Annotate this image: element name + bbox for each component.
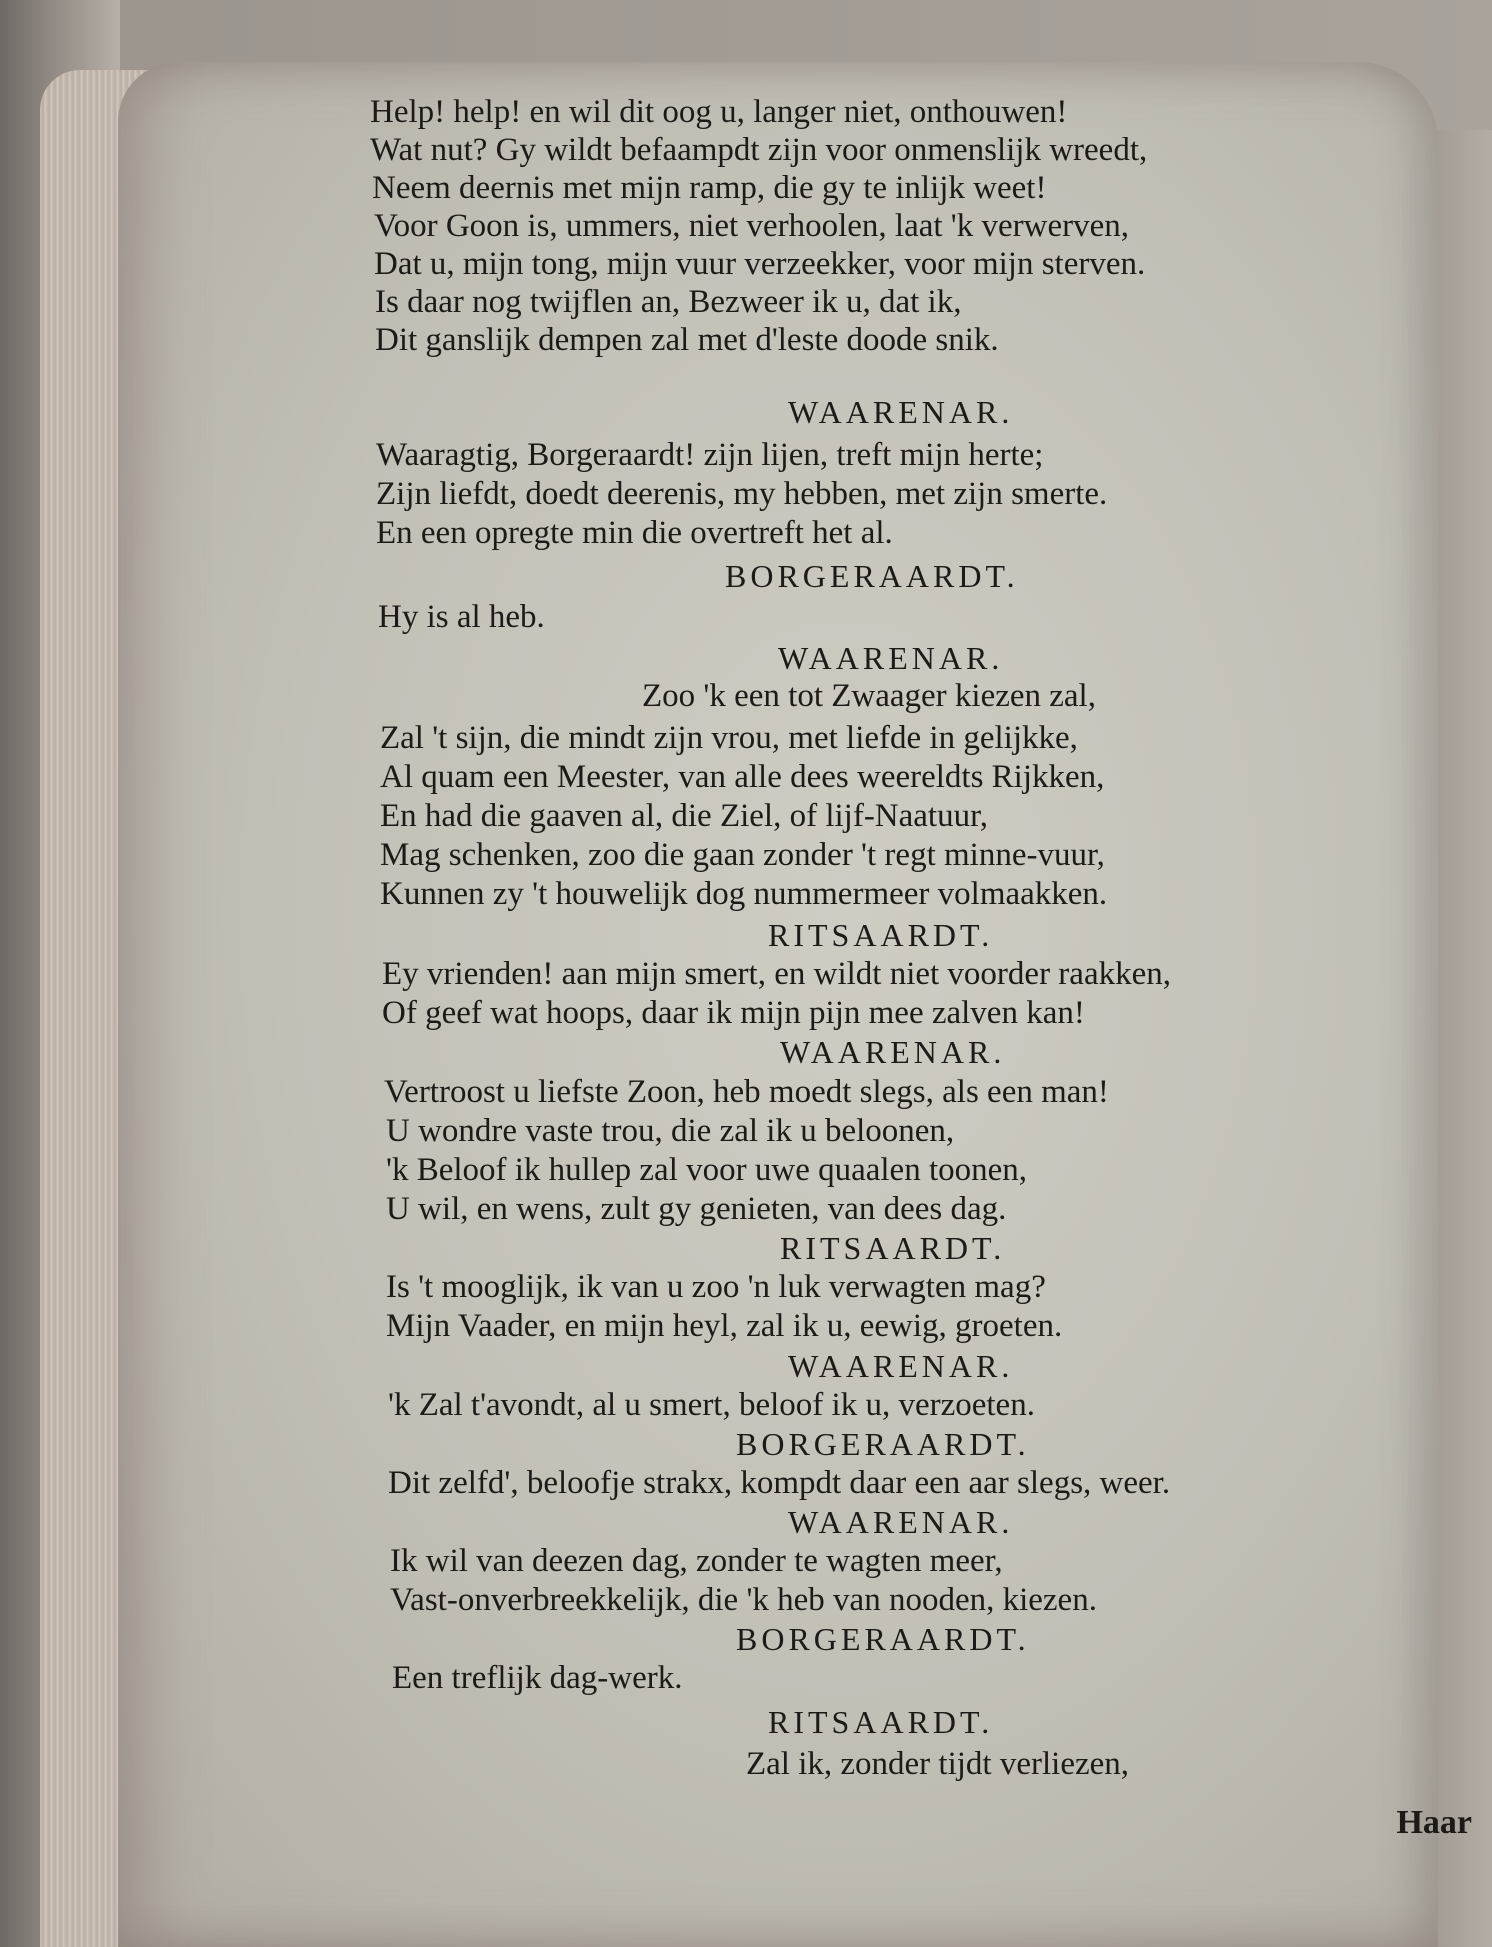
verse-line: Vertroost u liefste Zoon, heb moedt slegs, als een man! xyxy=(384,1074,1109,1110)
verse-line: Of geef wat hoops, daar ik mijn pijn mee zalven kan! xyxy=(382,995,1085,1031)
verse-line: Kunnen zy 't houwelijk dog nummermeer volmaakken. xyxy=(380,876,1108,912)
verse-line: Al quam een Meester, van alle dees weereldts Rijkken, xyxy=(380,759,1105,795)
verse-line: U wondre vaste trou, die zal ik u beloonen, xyxy=(386,1113,955,1149)
speaker-heading: RITSAARDT. xyxy=(768,917,994,953)
speaker-heading: BORGERAARDT. xyxy=(725,558,1019,594)
verse-line: Help! help! en wil dit oog u, langer niet, onthouwen! xyxy=(370,94,1068,130)
verse-line: Neem deernis met mijn ramp, die gy te inlijk weet! xyxy=(372,170,1047,206)
verse-line: U wil, en wens, zult gy genieten, van dees dag. xyxy=(386,1191,1007,1227)
speaker-heading: WAARENAR. xyxy=(788,1504,1014,1540)
verse-line: Hy is al heb. xyxy=(378,599,545,635)
verse-line: En had die gaaven al, die Ziel, of lijf-Naatuur, xyxy=(380,798,989,834)
verse-line: 'k Zal t'avondt, al u smert, beloof ik u, verzoeten. xyxy=(388,1387,1035,1423)
speaker-heading: WAARENAR. xyxy=(788,1348,1014,1384)
verse-line: Zoo 'k een tot Zwaager kiezen zal, xyxy=(642,678,1096,714)
speaker-heading: RITSAARDT. xyxy=(780,1230,1006,1266)
verse-line: Wat nut? Gy wildt befaampdt zijn voor onmenslijk wreedt, xyxy=(370,132,1148,168)
speaker-heading: RITSAARDT. xyxy=(768,1704,994,1740)
verse-line: Dat u, mijn tong, mijn vuur verzeekker, voor mijn sterven. xyxy=(374,246,1146,282)
verse-line: En een opregte min die overtreft het al. xyxy=(376,515,893,551)
verse-line: Is daar nog twijflen an, Bezweer ik u, dat ik, xyxy=(375,284,962,320)
speaker-heading: WAARENAR. xyxy=(780,1034,1006,1070)
speaker-heading: BORGERAARDT. xyxy=(736,1621,1030,1657)
verse-line: Ik wil van deezen dag, zonder te wagten meer, xyxy=(390,1543,1003,1579)
verse-line: Dit ganslijk dempen zal met d'leste doode snik. xyxy=(375,322,999,358)
verse-line: Mijn Vaader, en mijn heyl, zal ik u, eewig, groeten. xyxy=(386,1308,1063,1344)
verse-line: Zijn liefdt, doedt deerenis, my hebben, met zijn smerte. xyxy=(376,476,1108,512)
verse-line: Vast-onverbreekkelijk, die 'k heb van nooden, kiezen. xyxy=(390,1582,1097,1618)
speaker-heading: BORGERAARDT. xyxy=(736,1426,1030,1462)
verse-line: Is 't mooglijk, ik van u zoo 'n luk verwagten mag? xyxy=(386,1269,1046,1305)
speaker-heading: WAARENAR. xyxy=(788,394,1014,430)
catchword: Haar xyxy=(1396,1804,1472,1841)
verse-line: Zal 't sijn, die mindt zijn vrou, met liefde in gelijkke, xyxy=(380,720,1078,756)
verse-line: Zal ik, zonder tijdt verliezen, xyxy=(746,1746,1130,1782)
verse-line: Voor Goon is, ummers, niet verhoolen, laat 'k verwerven, xyxy=(374,208,1129,244)
verse-line: Een treflijk dag-werk. xyxy=(392,1660,683,1696)
speaker-heading: WAARENAR. xyxy=(778,640,1004,676)
verse-line: Ey vrienden! aan mijn smert, en wildt niet voorder raakken, xyxy=(382,956,1171,992)
verse-line: Mag schenken, zoo die gaan zonder 't regt minne-vuur, xyxy=(380,837,1105,873)
verse-line: 'k Beloof ik hullep zal voor uwe quaalen toonen, xyxy=(386,1152,1028,1188)
verse-line: Dit zelfd', beloofje strakx, kompdt daar een aar slegs, weer. xyxy=(388,1465,1171,1501)
verse-line: Waaragtig, Borgeraardt! zijn lijen, treft mijn herte; xyxy=(376,437,1044,473)
